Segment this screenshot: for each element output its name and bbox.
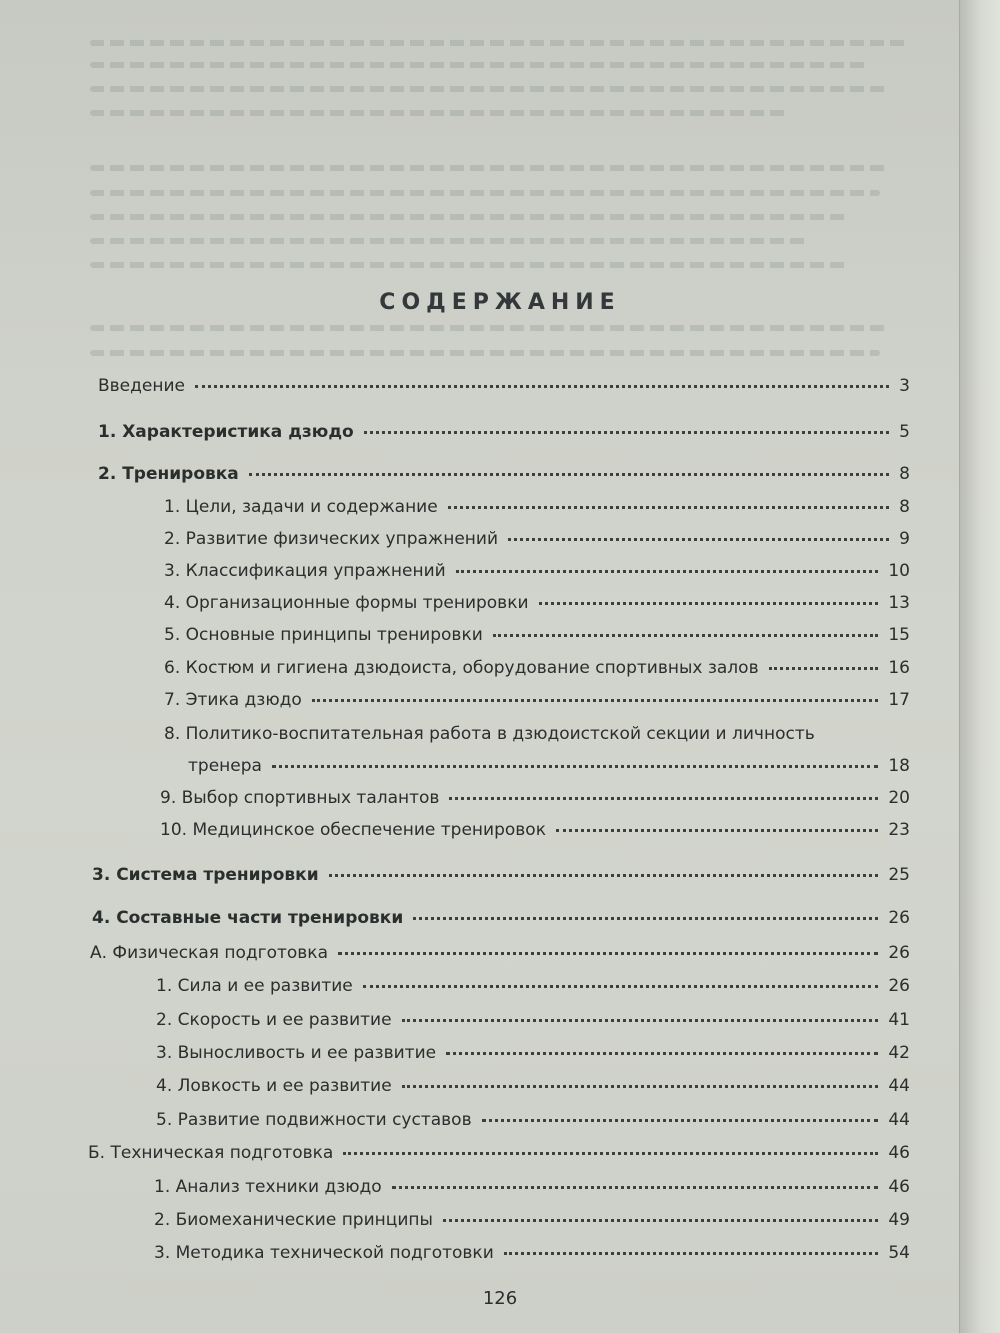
- toc-entry: [90, 943, 910, 969]
- toc-entry: [154, 1210, 910, 1236]
- toc-entry: [98, 422, 910, 448]
- toc-entry-label: 2. Скорость и ее развитие: [156, 1010, 392, 1030]
- toc-entry: [156, 1110, 910, 1136]
- toc-entry-page: 44: [888, 1076, 910, 1096]
- toc-entry-page: 44: [888, 1110, 910, 1130]
- leader-dots: [508, 534, 889, 541]
- toc-entry: [164, 529, 910, 555]
- toc-entry-label: 1. Характеристика дзюдо: [98, 422, 354, 442]
- toc-entry: [160, 788, 910, 814]
- toc-entry-label: 10. Медицинское обеспечение тренировок: [160, 820, 546, 840]
- toc-entry-page: 26: [888, 908, 910, 928]
- leader-dots: [446, 1048, 878, 1055]
- toc-entry: [88, 1143, 910, 1169]
- toc-entry: [164, 497, 910, 523]
- toc-entry-label: 2. Развитие физических упражнений: [164, 529, 498, 549]
- toc-entry-page: 8: [899, 497, 910, 517]
- bleed-through-line: [90, 62, 870, 68]
- leader-dots: [504, 1248, 879, 1255]
- toc-entry: [164, 593, 910, 619]
- folio: 126: [482, 1288, 518, 1309]
- leader-dots: [539, 598, 879, 605]
- bleed-through-line: [90, 214, 850, 220]
- toc-entry: [164, 658, 910, 684]
- toc-entry-page: 26: [888, 943, 910, 963]
- toc-entry-label: 8. Политико-воспитательная работа в дзюдоистской секции и личность: [164, 724, 815, 744]
- toc-entry-page: 23: [888, 820, 910, 840]
- toc-entry: [188, 756, 910, 782]
- toc-entry: [156, 1043, 910, 1069]
- toc-entry-label: Введение: [98, 376, 185, 396]
- toc-entry-page: 49: [888, 1210, 910, 1230]
- toc-entry-label: 5. Основные принципы тренировки: [164, 625, 483, 645]
- leader-dots: [769, 663, 879, 670]
- toc-entry-label: Б. Техническая подготовка: [88, 1143, 334, 1163]
- toc-entry: [156, 1010, 910, 1036]
- toc-entry-label: 1. Анализ техники дзюдо: [154, 1177, 382, 1197]
- toc-entry-label: 9. Выбор спортивных талантов: [160, 788, 440, 808]
- bleed-through-line: [90, 40, 910, 46]
- bleed-through-line: [90, 325, 890, 331]
- toc-entry-page: 13: [888, 593, 910, 613]
- leader-dots: [195, 381, 889, 388]
- leader-dots: [364, 427, 889, 434]
- book-spine: [959, 0, 1000, 1333]
- toc-entry-label: 4. Составные части тренировки: [92, 908, 404, 928]
- toc-entry: [164, 561, 910, 587]
- toc-entry-label: 3. Классификация упражнений: [164, 561, 446, 581]
- toc-entry-label: 1. Цели, задачи и содержание: [164, 497, 438, 517]
- toc-entry-page: 46: [888, 1143, 910, 1163]
- bleed-through-line: [90, 110, 790, 116]
- toc-entry-page: 8: [899, 464, 910, 484]
- toc-entry-label-continuation: тренера: [188, 756, 262, 776]
- toc-entry-label: 1. Сила и ее развитие: [156, 976, 353, 996]
- toc-entry: [92, 908, 910, 934]
- toc-entry-page: 5: [899, 422, 910, 442]
- bleed-through-line: [90, 165, 890, 171]
- toc-entry-page: 15: [888, 625, 910, 645]
- toc-entry: [154, 1177, 910, 1203]
- toc-entry-page: 41: [888, 1010, 910, 1030]
- toc-entry: [154, 1243, 910, 1269]
- toc-entry-label: 7. Этика дзюдо: [164, 690, 302, 710]
- toc-entry-page: 26: [888, 976, 910, 996]
- toc-entry-page: 18: [888, 756, 910, 776]
- toc-entry-page: 9: [899, 529, 910, 549]
- leader-dots: [338, 948, 878, 955]
- bleed-through-line: [90, 238, 810, 244]
- toc-entry-page: 46: [888, 1177, 910, 1197]
- leader-dots: [413, 913, 878, 920]
- toc-entry-page: 3: [899, 376, 910, 396]
- page-title: СОДЕРЖАНИЕ: [379, 290, 621, 315]
- bleed-through-line: [90, 86, 890, 92]
- leader-dots: [402, 1015, 879, 1022]
- toc-entry-label: 2. Тренировка: [98, 464, 239, 484]
- toc-entry-label: 2. Биомеханические принципы: [154, 1210, 433, 1230]
- toc-entry: [98, 376, 910, 402]
- leader-dots: [448, 502, 889, 509]
- toc-entry-label: 5. Развитие подвижности суставов: [156, 1110, 472, 1130]
- leader-dots: [329, 870, 879, 877]
- toc-entry: [156, 1076, 910, 1102]
- leader-dots: [402, 1081, 879, 1088]
- toc-entry-label: А. Физическая подготовка: [90, 943, 328, 963]
- toc-entry-label: 3. Выносливость и ее развитие: [156, 1043, 437, 1063]
- toc-entry-page: 42: [888, 1043, 910, 1063]
- toc-entry: [92, 865, 910, 891]
- leader-dots: [249, 469, 889, 476]
- toc-entry: [98, 464, 910, 490]
- toc-entry-page: 25: [888, 865, 910, 885]
- toc-entry-label: 3. Система тренировки: [92, 865, 319, 885]
- toc-entry: [156, 976, 910, 1002]
- leader-dots: [482, 1115, 879, 1122]
- leader-dots: [343, 1148, 878, 1155]
- toc-entry-page: 16: [888, 658, 910, 678]
- toc-entry: [164, 625, 910, 651]
- toc-entry-page: 10: [888, 561, 910, 581]
- toc-entry-label: 3. Методика технической подготовки: [154, 1243, 494, 1263]
- leader-dots: [392, 1182, 879, 1189]
- bleed-through-line: [90, 190, 880, 196]
- toc-entry-label: 4. Организационные формы тренировки: [164, 593, 529, 613]
- leader-dots: [272, 761, 878, 768]
- toc-entry: [160, 820, 910, 846]
- leader-dots: [456, 566, 879, 573]
- leader-dots: [449, 793, 878, 800]
- leader-dots: [312, 695, 879, 702]
- bleed-through-line: [90, 262, 850, 268]
- leader-dots: [363, 981, 879, 988]
- toc-entry-label: 6. Костюм и гигиена дзюдоиста, оборудование спортивных залов: [164, 658, 759, 678]
- toc-entry-page: 17: [888, 690, 910, 710]
- toc-entry-page: 20: [888, 788, 910, 808]
- leader-dots: [556, 825, 878, 832]
- toc-entry-page: 54: [888, 1243, 910, 1263]
- leader-dots: [493, 630, 879, 637]
- bleed-through-line: [90, 350, 880, 356]
- leader-dots: [443, 1215, 878, 1222]
- toc-entry-label: 4. Ловкость и ее развитие: [156, 1076, 392, 1096]
- toc-entry: [164, 690, 910, 716]
